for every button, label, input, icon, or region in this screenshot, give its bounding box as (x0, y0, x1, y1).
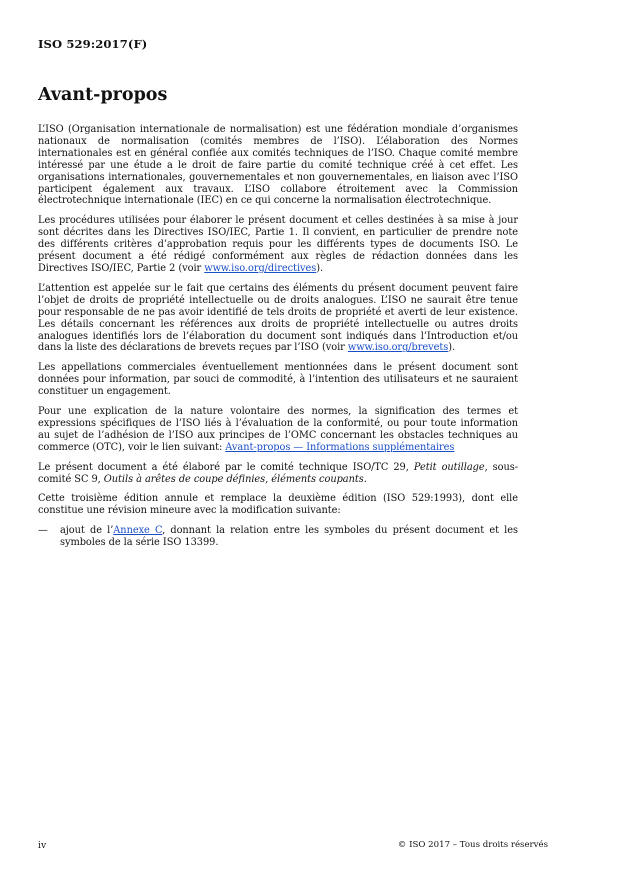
paragraph-committee-text: Le présent document a été élaboré par le comité technique ISO/TC 29, (38, 461, 414, 473)
paragraph-voluntary-text: Pour une explication de la nature volontaire des normes, la signification des termes et expressions spécifiques de l’ISO liés à l’évaluation de la conformité, ou pour toute information au sujet de l’adhésion de l’ISO aux principes de l’OMC concernant les obstacles techniques au commerce (OTC), voir le lien suivant: (38, 406, 518, 453)
copyright-notice: © ISO 2017 – Tous droits réservés (397, 840, 548, 850)
page-number: iv (38, 840, 47, 851)
annex-c-link[interactable]: Annexe C (113, 525, 163, 537)
document-id: ISO 529:2017(F) (38, 37, 148, 51)
list-item-end: , donnant la relation entre les symboles du présent document et les symboles de la série ISO 13399. (60, 525, 518, 549)
paragraph-procedures-end: ). (316, 262, 324, 274)
paragraph-voluntary (38, 406, 518, 454)
list-item-text (60, 525, 518, 549)
patents-link[interactable]: www.iso.org/brevets (347, 342, 449, 354)
paragraph-trade-names: Les appellations commerciales éventuellement mentionnées dans le présent document sont données pour information, par souci de commodité, à l’intention des utilisateurs et ne sauraient constituer un engagement. (38, 362, 518, 398)
paragraph-procedures (38, 215, 518, 275)
paragraph-committee-mid: , sous-comité SC 9, (38, 461, 519, 485)
directives-link[interactable]: www.iso.org/directives (204, 262, 317, 274)
subcommittee-name: Outils à arêtes de coupe définies, éléments coupants (103, 473, 364, 485)
paragraph-patents (38, 283, 518, 354)
paragraph-patents-end: ). (448, 342, 456, 354)
paragraph-committee (38, 462, 518, 486)
list-dash: — (38, 525, 48, 537)
list-item (38, 525, 518, 549)
foreword-body (38, 124, 518, 549)
paragraph-procedures-text: Les procédures utilisées pour élaborer le présent document et celles destinées à sa mise à jour sont décrites dans les Directives ISO/IEC, Partie 1. Il convient, en particulier de prendre note des différents critères d’approbation requis pour les différents types de documents ISO. Le présent document a été rédigé conformément aux règles de rédaction données dans les Directives ISO/IEC, Partie 2 (voir (38, 215, 518, 274)
paragraph-edition: Cette troisième édition annule et remplace la deuxième édition (ISO 529:1993), dont elle constitue une révision mineure avec la modification suivante: (38, 493, 518, 517)
page-title: Avant-propos (38, 85, 168, 105)
paragraph-iso-intro: L’ISO (Organisation internationale de normalisation) est une fédération mondiale d’organismes nationaux de normalisation (comités membres de l’ISO). L’élaboration des Normes internationales est en général confiée aux comités techniques de l’ISO. Chaque comité membre intéressé par une étude a le droit de faire partie du comité technique créé à cet effet. Les organisations internationales, gouvernementales et non gouvernementales, en liaison avec l’ISO participent également aux travaux. L’ISO collabore étroitement avec la Commission électrotechnique internationale (IEC) en ce qui concerne la normalisation électrotechnique. (38, 124, 518, 207)
committee-name: Petit outillage (413, 461, 485, 473)
list-item-start: ajout de l’ (60, 525, 114, 537)
supplementary-info-link[interactable]: Avant-propos — Informations supplémentaires (225, 441, 455, 453)
paragraph-patents-text: L’attention est appelée sur le fait que certains des éléments du présent document peuvent faire l’objet de droits de propriété intellectuelle ou de droits analogues. L’ISO ne saurait être tenue pour responsable de ne pas avoir identifié de tels droits de propriété et averti de leur existence. Les détails concernant les références aux droits de propriété intellectuelle ou autres droits analogues identifiés lors de l’élaboration du document sont indiqués dans l’Introduction et/ou dans la liste des déclarations de brevets reçues par l’ISO (voir (38, 282, 518, 354)
paragraph-committee-end: . (363, 473, 367, 485)
